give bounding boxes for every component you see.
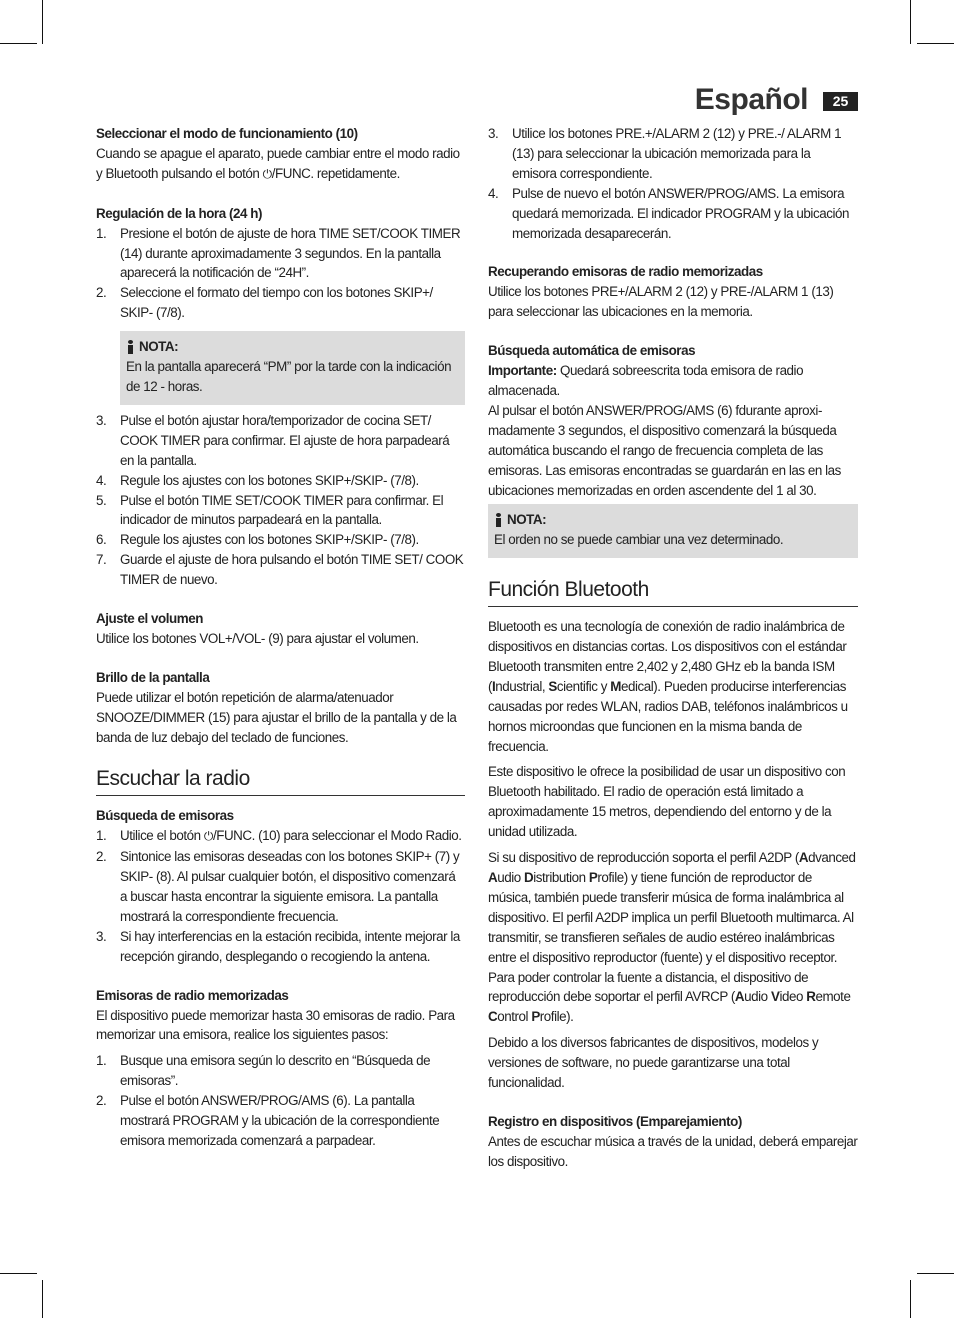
right-column [488,124,858,1172]
crop-mark [917,1273,954,1274]
power-icon: ⏻ [203,829,213,844]
list-item: 7. Guarde el ajuste de hora pulsando el botón TIME SET/ COOK TIMER de nuevo. [96,552,464,588]
list-item: 6. Regule los ajustes con los botones SKIP+/SKIP- (7/8). [96,532,419,548]
numbered-list [96,411,465,590]
note-title: NOTA: [139,339,179,355]
section-heading: Brillo de la pantalla [96,669,210,685]
note-text: En la pantalla aparecerá “PM” por la tarde con la indicación de 12 - horas. [126,359,452,394]
numbered-list [96,224,465,324]
chapter-heading: Escuchar la radio [96,769,465,796]
section-heading: Recuperando emisoras de radio memorizadas [488,264,763,280]
page-language-title: Español [694,83,808,116]
list-item: 1. Utilice el botón ⏻/FUNC. (10) para seleccionar el Modo Radio. [96,828,462,844]
section-heading: Búsqueda de emisoras [96,808,234,824]
section-heading: Regulación de la hora (24 h) [96,205,262,221]
crop-mark [0,43,37,44]
note-box [488,504,858,558]
section-heading: Ajuste el volumen [96,611,203,627]
paragraph: Importante: Quedará sobreescrita toda emisora de radio almacenada. [488,363,804,398]
section-heading: Registro en dispositivos (Emparejamiento) [488,1113,742,1129]
numbered-list [96,1051,465,1151]
info-icon [126,340,135,354]
crop-mark [0,1273,37,1274]
page-number: 25 [823,92,858,111]
paragraph: Al pulsar el botón ANSWER/PROG/AMS (6) fdurante aproximadamente 3 segundos, el dispositivo comenzará la búsqueda automática buscando el rango de frecuencia completa de las emisoras. Las emisoras encontradas se guardarán en las en las ubicaciones memorizadas en orden ascendente del 1 al 30. [488,402,841,498]
power-icon: ⏻ [262,166,272,181]
list-item: 5. Pulse el botón TIME SET/COOK TIMER para confirmar. El indicador de minutos parpadeará en la pantalla. [96,492,444,528]
paragraph: Utilice los botones VOL+/VOL- (9) para ajustar el volumen. [96,630,419,646]
crop-mark [917,43,954,44]
numbered-list [96,826,465,966]
section-heading: Emisoras de radio memorizadas [96,987,289,1003]
chapter-heading: Función Bluetooth [488,580,858,607]
info-icon [494,513,503,527]
left-column [96,124,465,1151]
numbered-list [488,124,858,243]
crop-mark [910,1280,911,1318]
note-box [120,331,465,405]
crop-mark [42,1280,43,1318]
note-title: NOTA: [507,512,547,528]
paragraph: Bluetooth es una tecnología de conexión de radio inalámbrica de dispositivos en distancias cortas. Los dispositivos con el estándar Bluetooth transmiten entre 2,402 y 2,480 GHz eb la banda ISM (Industrial, Scientific y Medical). Pueden producirse interferencias causadas por redes WLAN, radios DAB, teléfonos inalámbricos u hornos microondas que funcionen en la misma banda de frecuencia. [488,619,848,754]
list-item: 3. Si hay interferencias en la estación recibida, intente mejorar la recepción girando, desplegando o recogiendo la antena. [96,928,460,964]
paragraph: El dispositivo puede memorizar hasta 30 emisoras de radio. Para memorizar una emisora, realice los siguientes pasos: [96,1007,455,1043]
paragraph: Si su dispositivo de reproducción soporta el perfil A2DP (Advanced Audio Distribution Profile) y tiene función de reproductor de música, también puede transferir música de forma inalámbrica al dispositivo. El perfil A2DP implica un perfil Bluetooth multimarca. Al transmitir, se transfieren señales de audio estéreo inalámbricas entre el dispositivo reproductor (fuente) y el dispositivo receptor. Para poder controlar la fuente a distancia, el dispositivo de reproducción debe soportar el perfil AVRCP (Audio Video Remote Control Profile). [488,850,856,1025]
note-text: El orden no se puede cambiar una vez determinado. [494,532,784,548]
paragraph: Antes de escuchar música a través de la unidad, deberá emparejar los dispositivo. [488,1133,858,1169]
list-item: 1. Busque una emisora según lo descrito en “Búsqueda de emisoras”. [96,1053,431,1089]
section-heading: Seleccionar el modo de funcionamiento (10) [96,126,358,141]
paragraph: Debido a los diversos fabricantes de dispositivos, modelos y versiones de software, no puede garantizarse una total funcionalidad. [488,1035,819,1091]
crop-mark [910,0,911,44]
paragraph: Cuando se apague el aparato, puede cambiar entre el modo radio y Bluetooth pulsando el botón ⏻/FUNC. repetidamente. [96,145,460,181]
list-item: 2. Pulse el botón ANSWER/PROG/AMS (6). La pantalla mostrará PROGRAM y la ubicación de la correspondiente emisora memorizada comenzará a parpadear. [96,1093,440,1148]
list-item: 1. Presione el botón de ajuste de hora TIME SET/COOK TIMER (14) durante aproximadamente 3 segundos. En la pantalla aparecerá la notificación de “24H”. [96,225,461,281]
list-item: 4. Pulse de nuevo el botón ANSWER/PROG/AMS. La emisora quedará memorizada. El indicador PROGRAM y la ubicación memorizada desaparecerán. [488,185,849,241]
list-item: 2. Seleccione el formato del tiempo con los botones SKIP+/ SKIP- (7/8). [96,285,433,321]
list-item: 4. Regule los ajustes con los botones SKIP+/SKIP- (7/8). [96,472,419,488]
list-item: 2. Sintonice las emisoras deseadas con los botones SKIP+ (7) y SKIP- (8). Al pulsar cualquier botón, el dispositivo comenzará a buscar hasta encontrar la siguiente emisora. La pantalla mostrará la correspondiente frecuencia. [96,849,460,924]
crop-mark [42,0,43,44]
list-item: 3. Pulse el botón ajustar hora/temporizador de cocina SET/ COOK TIMER para confirmar. El ajuste de hora parpadeará en la pantalla. [96,412,450,468]
list-item: 3. Utilice los botones PRE.+/ALARM 2 (12) y PRE.-/ ALARM 1 (13) para seleccionar la ubicación memorizada para la emisora correspondiente. [488,126,842,181]
section-heading: Búsqueda automática de emisoras [488,343,696,359]
paragraph: Este dispositivo le ofrece la posibilidad de usar un dispositivo con Bluetooth habilitado. El radio de operación está limitado a aproximadamente 15 metros, dependiendo del entorno y de la unidad utilizada. [488,764,846,840]
paragraph: Utilice los botones PRE+/ALARM 2 (12) y PRE-/ALARM 1 (13) para seleccionar las ubicaciones en la memoria. [488,284,834,320]
paragraph: Puede utilizar el botón repetición de alarma/atenuador SNOOZE/DIMMER (15) para ajustar el brillo de la pantalla y de la banda de luz debajo del teclado de funciones. [96,689,457,745]
